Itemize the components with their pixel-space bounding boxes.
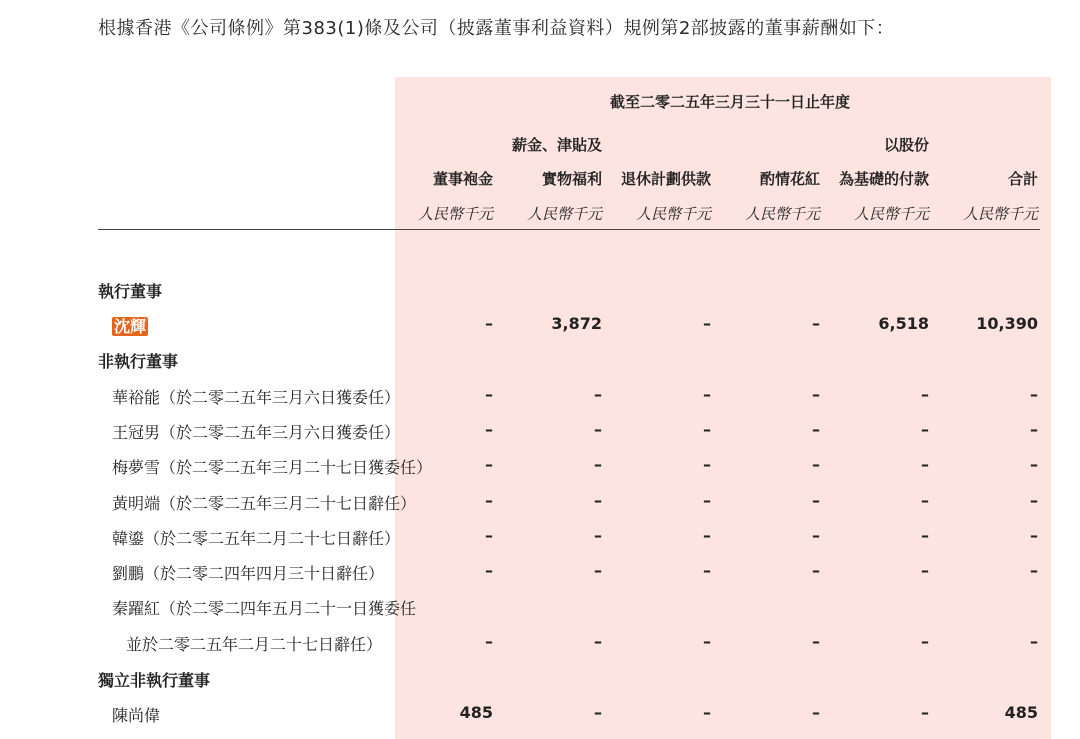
table-cell: – xyxy=(1030,455,1038,474)
table-cell: – xyxy=(703,420,711,439)
table-cell: – xyxy=(485,491,493,510)
table-cell: – xyxy=(921,703,929,722)
table-cell: – xyxy=(1030,526,1038,545)
table-cell: 6,518 xyxy=(878,314,929,333)
col-1-unit: 人民幣千元 xyxy=(417,205,493,223)
table-cell: – xyxy=(1030,420,1038,439)
table-cell: – xyxy=(703,491,711,510)
table-cell: – xyxy=(594,703,602,722)
table-cell: 10,390 xyxy=(976,314,1038,333)
director-name: 劉鵬（於二零二四年四月三十日辭任） xyxy=(112,564,385,583)
table-row xyxy=(0,455,1080,479)
table-cell: – xyxy=(485,632,493,651)
table-cell: – xyxy=(812,703,820,722)
table-cell: 485 xyxy=(459,703,493,722)
table-cell: – xyxy=(1030,632,1038,651)
table-cell: – xyxy=(1030,561,1038,580)
table-cell: – xyxy=(594,420,602,439)
table-row xyxy=(0,491,1080,515)
col-2-line1: 薪金、津貼及 xyxy=(511,136,602,154)
section-heading: 執行董事 xyxy=(98,282,163,301)
section-heading: 非執行董事 xyxy=(98,352,179,371)
col-3-header: 退休計劃供款 xyxy=(620,170,711,188)
table-cell: – xyxy=(703,314,711,333)
table-cell: – xyxy=(921,385,929,404)
director-name: 並於二零二五年二月二十七日辭任） xyxy=(126,635,383,654)
col-3-unit: 人民幣千元 xyxy=(635,205,711,223)
table-cell: – xyxy=(703,561,711,580)
table-cell: – xyxy=(703,703,711,722)
table-row xyxy=(0,385,1080,409)
table-cell: – xyxy=(485,420,493,439)
section-row xyxy=(0,668,1080,692)
col-6-unit: 人民幣千元 xyxy=(962,205,1038,223)
table-cell: – xyxy=(812,420,820,439)
table-cell: – xyxy=(703,455,711,474)
section-row xyxy=(0,349,1080,373)
table-cell: – xyxy=(921,632,929,651)
table-cell: – xyxy=(594,632,602,651)
table-cell: – xyxy=(812,455,820,474)
col-1-header: 董事袍金 xyxy=(432,170,493,188)
table-cell: – xyxy=(812,491,820,510)
director-name xyxy=(112,314,148,337)
table-cell: – xyxy=(703,632,711,651)
header-divider xyxy=(98,229,1040,230)
table-cell: – xyxy=(594,385,602,404)
col-5-unit: 人民幣千元 xyxy=(853,205,929,223)
table-cell: – xyxy=(1030,385,1038,404)
table-cell: – xyxy=(703,526,711,545)
table-cell: – xyxy=(921,455,929,474)
table-cell: – xyxy=(921,526,929,545)
table-cell: 485 xyxy=(1004,703,1038,722)
table-cell: – xyxy=(594,455,602,474)
director-name: 陳尚偉 xyxy=(112,706,161,725)
table-cell: – xyxy=(921,561,929,580)
col-6-header: 合計 xyxy=(1007,170,1038,188)
table-cell: – xyxy=(812,561,820,580)
table-row xyxy=(0,632,1080,656)
table-cell: – xyxy=(921,420,929,439)
col-5-header: 為基礎的付款 xyxy=(838,170,929,188)
col-2-header: 實物福利 xyxy=(541,170,602,188)
highlighted-name: 沈輝 xyxy=(114,317,147,336)
table-cell: – xyxy=(594,526,602,545)
table-row xyxy=(0,596,1080,620)
table-cell: – xyxy=(812,314,820,333)
director-name: 華裕能（於二零二五年三月六日獲委任） xyxy=(112,388,401,407)
table-row xyxy=(0,314,1080,338)
director-name: 韓鎏（於二零二五年二月二十七日辭任） xyxy=(112,529,401,548)
table-cell: – xyxy=(594,561,602,580)
col-2-unit: 人民幣千元 xyxy=(526,205,602,223)
director-name: 王冠男（於二零二五年三月六日獲委任） xyxy=(112,423,401,442)
intro-text: 根據香港《公司條例》第383(1)條及公司（披露董事利益資料）規例第2部披露的董事薪酬如下： xyxy=(98,18,895,39)
period-header: 截至二零二五年三月三十一日止年度 xyxy=(610,93,851,111)
table-cell: – xyxy=(485,526,493,545)
table-cell: – xyxy=(812,632,820,651)
table-cell: – xyxy=(485,314,493,333)
section-heading: 獨立非執行董事 xyxy=(98,671,211,690)
table-cell: – xyxy=(921,491,929,510)
table-row xyxy=(0,420,1080,444)
table-cell: – xyxy=(485,561,493,580)
col-5-line1: 以股份 xyxy=(883,136,929,154)
table-cell: 3,872 xyxy=(551,314,602,333)
section-row xyxy=(0,279,1080,303)
table-cell: – xyxy=(703,385,711,404)
table-cell: – xyxy=(1030,491,1038,510)
table-row xyxy=(0,703,1080,727)
table-row xyxy=(0,526,1080,550)
director-name: 秦躍紅（於二零二四年五月二十一日獲委任 xyxy=(112,599,417,618)
table-row xyxy=(0,561,1080,585)
table-cell: – xyxy=(594,491,602,510)
director-name: 黃明端（於二零二五年三月二十七日辭任） xyxy=(112,494,417,513)
col-4-unit: 人民幣千元 xyxy=(744,205,820,223)
table-cell: – xyxy=(812,385,820,404)
director-name: 梅夢雪（於二零二五年三月二十七日獲委任） xyxy=(112,458,433,477)
table-cell: – xyxy=(485,455,493,474)
table-cell: – xyxy=(485,385,493,404)
table-cell: – xyxy=(812,526,820,545)
col-4-header: 酌情花紅 xyxy=(759,170,820,188)
